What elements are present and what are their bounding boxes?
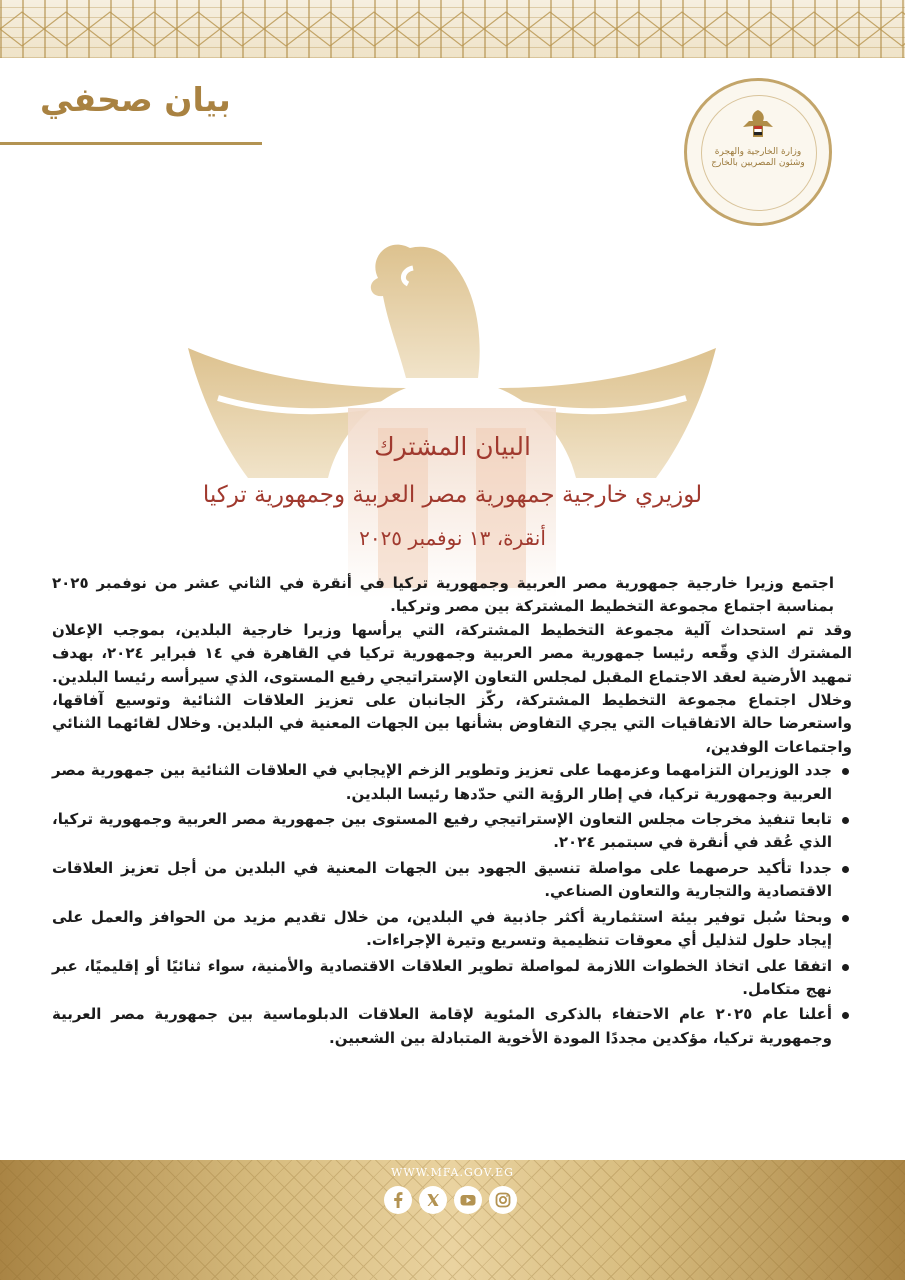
bullet-icon	[842, 915, 849, 922]
list-item-text: جددا تأكيد حرصهما على مواصلة تنسيق الجهود بين الجهات المعنية في البلدين من أجل تعزيز العلاقات الاقتصادية والتجارية والتعاون الصناعي.	[52, 858, 832, 901]
list-item-text: أعلنا عام ٢٠٢٥ عام الاحتفاء بالذكرى المئوية لإقامة العلاقات الدبلوماسية بين جمهورية مصر العربية وجمهورية تركيا، مؤكدين مجددًا المودة الأخوية المتبادلة بين الشعبين.	[52, 1005, 833, 1047]
list-item-text: جدد الوزيران التزامهما وعزمهما على تعزيز وتطوير الزخم الإيجابي في العلاقات الثنائية بين جمهورية مصر العربية وجمهورية تركيا، في إطار الرؤية التي حدّدها رئيسا البلدين.	[52, 761, 832, 803]
list-item	[52, 955, 852, 1002]
social-links	[382, 1186, 522, 1216]
seal-caption-line2: وشئون المصريين بالخارج	[711, 158, 805, 168]
intro-paragraph: اجتمع وزيرا خارجية جمهورية مصر العربية وجمهورية تركيا في أنقرة في الثاني عشر من نوفمبر ٢٠٢٥ بمناسبة اجتماع مجموعة التخطيط المشتركة بين مصر وتركيا.	[52, 574, 834, 616]
top-ornament-band	[0, 0, 905, 58]
main-paragraph: وقد تم استحداث آلية مجموعة التخطيط المشتركة، التي يرأسها وزيرا خارجية البلدين، بموجب الإعلان المشترك الذي وقّعه رئيسا جمهورية مصر العربية وجمهورية تركيا في القاهرة في ١٤ فبراير ٢٠٢٤، بهدف تمهيد الأرضية لعقد الاجتماع المقبل لمجلس التعاون الإستراتيجي رفيع المستوى، الذي سيرأسه رئيسا البلدين. وخلال اجتماع مجموعة التخطيط المشتركة، ركّز الجانبان على تعزيز العلاقات الثنائية وتوسيع آفاقها، واستعرضا حالة الاتفاقيات التي يجري التفاوض بشأنها بين الجهات المعنية في البلدين. وخلال لقائهما الثنائي واجتماعات الوفدين،	[52, 620, 853, 756]
statement-title: البيان المشترك	[374, 432, 531, 461]
statement-place-date: أنقرة، ١٣ نوفمبر ٢٠٢٥	[359, 526, 546, 550]
title-underline	[0, 142, 262, 145]
ministry-seal	[684, 78, 832, 226]
statement-body	[52, 572, 852, 1052]
x-icon[interactable]	[419, 1186, 447, 1214]
list-item	[52, 906, 852, 953]
bullet-icon	[842, 1012, 849, 1019]
outcomes-list	[52, 759, 852, 1050]
ornament-pattern	[0, 8, 905, 50]
list-item-text: وبحثا سُبل توفير بيئة استثمارية أكثر جاذبية في البلدين، من خلال تقديم مزيد من الحوافز والعمل على إيجاد حلول لتذليل أي معوقات تنظيمية وتسريع وتيرة الإجراءات.	[52, 907, 832, 950]
seal-caption-line1: وزارة الخارجية والهجرة	[714, 147, 802, 157]
bullet-icon	[842, 964, 849, 971]
bullet-icon	[842, 866, 849, 873]
instagram-icon[interactable]	[489, 1186, 517, 1214]
bullet-icon	[842, 817, 849, 824]
website-link[interactable]: WWW.MFA.GOV.EG	[391, 1166, 514, 1179]
list-item-text: تابعا تنفيذ مخرجات مجلس التعاون الإستراتيجي رفيع المستوى بين جمهورية مصر العربية وجمهورية تركيا، الذي عُقد في أنقرة في سبتمبر ٢٠٢٤.	[52, 810, 832, 852]
facebook-icon[interactable]	[384, 1186, 412, 1214]
seal-caption	[687, 147, 829, 169]
eagle-watermark-icon	[178, 228, 726, 628]
youtube-icon[interactable]	[454, 1186, 482, 1214]
list-item	[52, 1003, 852, 1050]
list-item	[52, 808, 852, 855]
list-item	[52, 759, 852, 806]
press-statement-label: بيان صحفي	[40, 80, 231, 119]
bullet-icon	[842, 768, 849, 775]
statement-subtitle: لوزيري خارجية جمهورية مصر العربية وجمهورية تركيا	[202, 482, 703, 508]
eagle-emblem-icon	[739, 107, 777, 145]
list-item	[52, 857, 852, 904]
list-item-text: اتفقا على اتخاذ الخطوات اللازمة لمواصلة تطوير العلاقات الاقتصادية والأمنية، سواء ثنائيًا أو إقليميًا، عبر نهج متكامل.	[52, 956, 832, 998]
